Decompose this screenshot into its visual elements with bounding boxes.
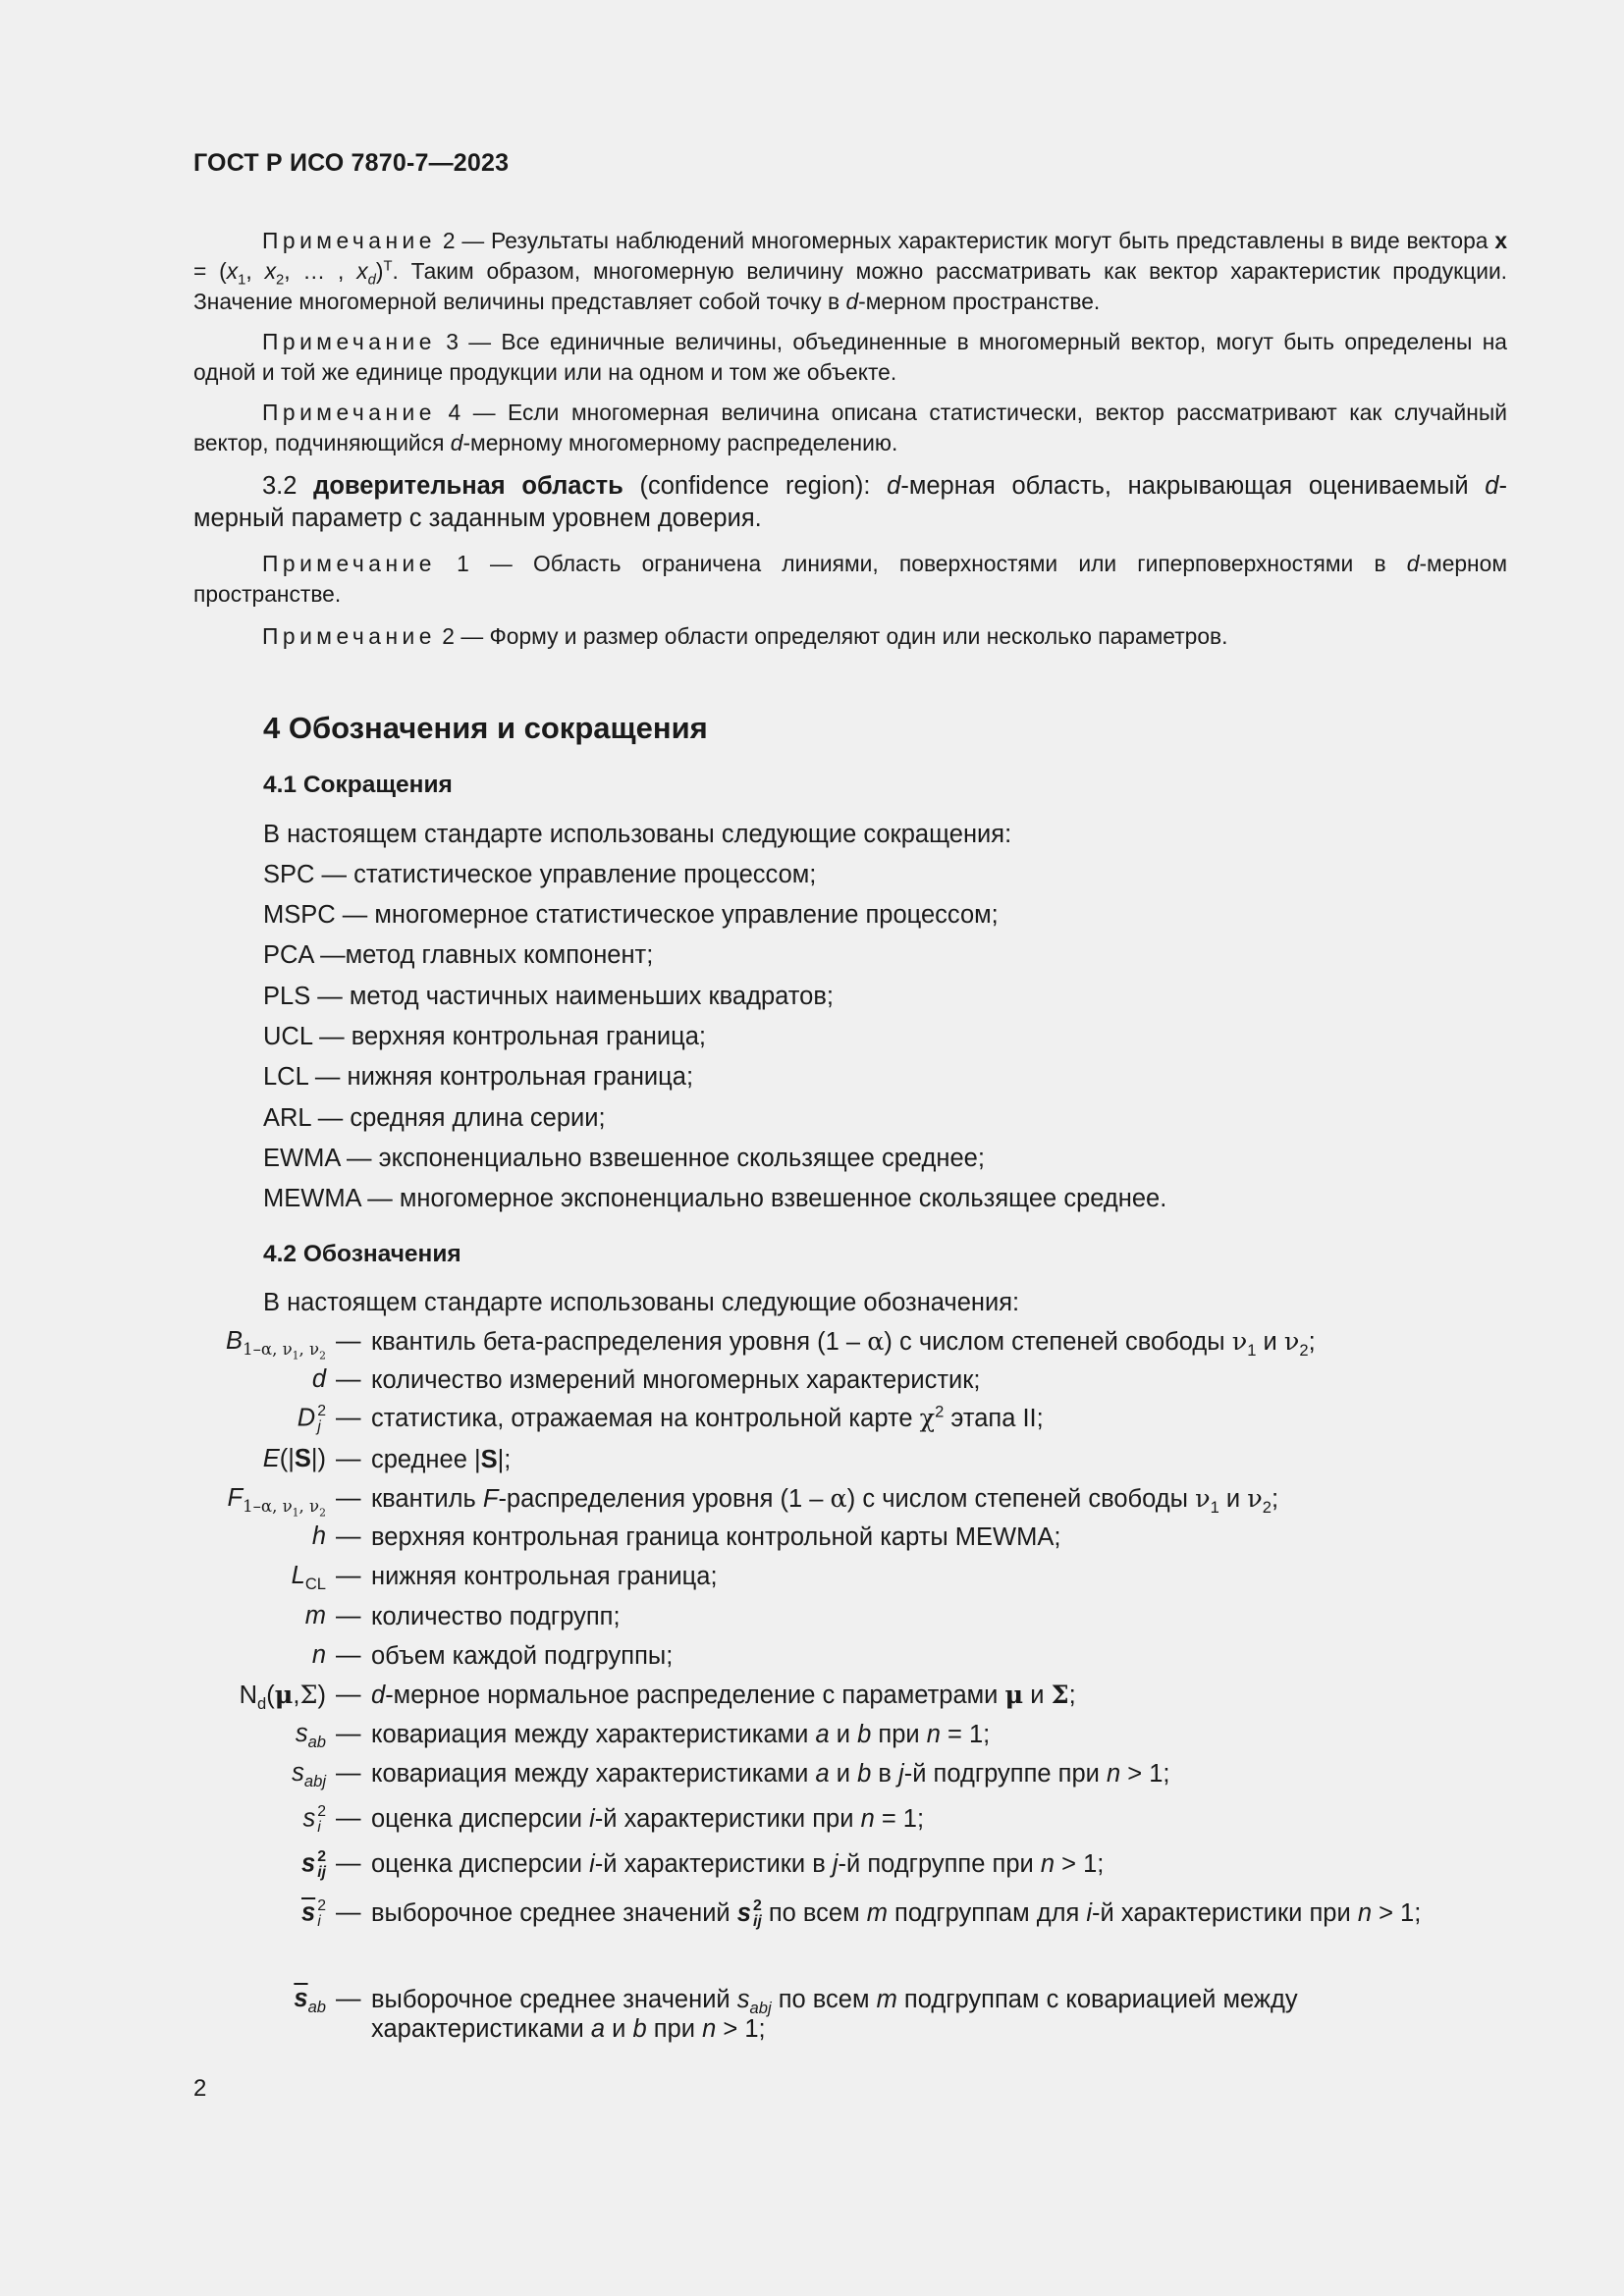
symbol-D-j-squared: D 2 j — [297, 1403, 326, 1435]
section-4-1-title: 4.1 Сокращения — [263, 772, 453, 798]
symbol-description: среднее |S|; — [371, 1446, 512, 1473]
definition-3-2: 3.2 доверительная область (confidence region): d-мерная область, накрывающая оцениваемый d-мерный параметр с заданным уровнем доверия. — [193, 472, 1507, 532]
notes-block-a — [193, 226, 1507, 652]
abbr-item: UCL — верхняя контрольная граница; — [263, 1023, 706, 1050]
note-4: Примечание 4 — Если многомерная величина описана статистически, вектор рассматривают как случайный вектор, подчиняющийся d-мерному многомерному распределению. — [193, 400, 1507, 455]
section-4-2-title: 4.2 Обозначения — [263, 1241, 461, 1267]
symbol-dash: — — [336, 1804, 361, 1832]
symbol-dash: — — [336, 1522, 361, 1550]
note-b-2: Примечание 2 — Форму и размер области определяют один или несколько параметров. — [262, 623, 1228, 649]
symbol-description: количество измерений многомерных характеристик; — [371, 1366, 981, 1394]
note-b-1: Примечание 1 — Область ограничена линиями, поверхностями или гиперповерхностями в d-мерном пространстве. — [193, 551, 1507, 607]
note-3: Примечание 3 — Все единичные величины, объединенные в многомерный вектор, могут быть определены на одной и той же единице продукции или на одном и том же объекте. — [193, 329, 1507, 385]
symbol-s-bar-i-squared: $\overline{s}$ 2 i — [301, 1897, 326, 1930]
symbol-description: верхняя контрольная граница контрольной карты MEWMA; — [371, 1523, 1061, 1551]
abbr-item: LCL — нижняя контрольная граница; — [263, 1063, 694, 1091]
symbol-n: n — [311, 1641, 326, 1669]
symbol-description: нижняя контрольная граница; — [371, 1563, 718, 1590]
symbol-dash: — — [336, 1445, 361, 1472]
symbol-description: квантиль F-распределения уровня (1 – α) с числом степеней свободы $\nu_1$ и $\nu_2$; — [371, 1484, 1279, 1518]
symbol-s-abj: $s_{abj}$ — [292, 1759, 326, 1791]
abbr-item: MEWMA — многомерное экспоненциально взвешенное скользящее среднее. — [263, 1185, 1167, 1212]
abbr-item: ARL — средняя длина серии; — [263, 1104, 606, 1132]
symbol-description: выборочное среднее значений $s_{abj}$ по всем m подгруппам с ковариацией между характеристиками a и b при n > 1; — [371, 1986, 1298, 2043]
symbol-dash: — — [336, 1641, 361, 1669]
symbol-h: h — [311, 1522, 326, 1550]
symbol-description: ковариация между характеристиками a и b в j-й подгруппе при n > 1; — [371, 1760, 1170, 1788]
symbol-description: квантиль бета-распределения уровня (1 – α) с числом степеней свободы $\nu_1$ и $\nu_2$; — [371, 1327, 1316, 1361]
document-header: ГОСТ Р ИСО 7870-7—2023 — [193, 149, 510, 177]
abbr-item: PCA —метод главных компонент; — [263, 941, 654, 969]
symbol-description: количество подгрупп; — [371, 1603, 621, 1630]
page-number: 2 — [193, 2075, 207, 2102]
symbol-description: оценка дисперсии i-й характеристики при n = 1; — [371, 1805, 925, 1833]
symbol-dash: — — [336, 1720, 361, 1747]
abbr-item: PLS — метод частичных наименьших квадратов; — [263, 983, 834, 1010]
symbol-dash: — — [336, 1898, 361, 1926]
symbol-description: ковариация между характеристиками a и b при n = 1; — [371, 1721, 991, 1748]
symbol-dash: — — [336, 1404, 361, 1431]
symbol-dash: — — [336, 1602, 361, 1629]
symbol-dash: — — [336, 1365, 361, 1393]
section-4-1-intro: В настоящем стандарте использованы следующие сокращения: — [263, 821, 1012, 848]
section-4-2-intro: В настоящем стандарте использованы следующие обозначения: — [263, 1289, 1020, 1316]
symbol-dash: — — [336, 1327, 361, 1355]
symbol-dash: — — [336, 1849, 361, 1877]
abbr-item: MSPC — многомерное статистическое управление процессом; — [263, 901, 999, 929]
symbol-dash: — — [336, 1681, 361, 1708]
symbol-s-bar-ab: $\overline{s}_{ab}$ — [294, 1985, 326, 2017]
symbol-dash: — — [336, 1759, 361, 1787]
symbol-s-ij-squared: s 2 ij — [301, 1848, 326, 1881]
symbol-dash: — — [336, 1562, 361, 1589]
symbol-description: выборочное среднее значений s 2 ij по всем m подгруппам для i-й характеристики при n > 1; — [371, 1897, 1422, 1931]
symbol-s-ab: $s_{ab}$ — [295, 1720, 326, 1752]
symbol-dash: — — [336, 1484, 361, 1512]
symbol-description: объем каждой подгруппы; — [371, 1642, 674, 1670]
symbol-m: m — [304, 1602, 326, 1629]
symbol-description: оценка дисперсии i-й характеристики в j-й подгруппе при n > 1; — [371, 1850, 1105, 1878]
symbol-beta-quantile: $B_{1-\alpha, \nu_1, \nu_2}$ — [226, 1327, 326, 1362]
abbr-item: EWMA — экспоненциально взвешенное скользящее среднее; — [263, 1145, 985, 1172]
symbol-dash: — — [336, 1985, 361, 2012]
symbol-F-quantile: $F_{1-\alpha, \nu_1, \nu_2}$ — [227, 1484, 326, 1520]
note-2: Примечание 2 — Результаты наблюдений многомерных характеристик могут быть представлены в виде вектора $x = (x_1$, $x_2$, … , $x_d)^T$. Таким образом, многомерную величину можно рассматривать как вектор характеристик продукции. Значение многомерной величины представляет собой точку в d-мерном пространстве. — [193, 228, 1508, 314]
symbol-description: d-мерное нормальное распределение с параметрами μ и Σ; — [371, 1681, 1076, 1710]
symbol-E-abs-S: E(|S|) — [262, 1445, 326, 1472]
symbol-s-i-squared: s 2 i — [302, 1803, 326, 1836]
abbr-item: SPC — статистическое управление процессом; — [263, 861, 817, 888]
symbol-description: статистика, отражаемая на контрольной карте $\chi^2$ этапа II; — [371, 1402, 1044, 1433]
symbol-L-CL: $L_{CL}$ — [291, 1562, 326, 1594]
symbol-normal-distribution: $N_d(\mu,\Sigma)$ — [239, 1681, 326, 1714]
symbol-d: d — [311, 1365, 326, 1393]
section-4-title: 4 Обозначения и сокращения — [263, 711, 708, 745]
